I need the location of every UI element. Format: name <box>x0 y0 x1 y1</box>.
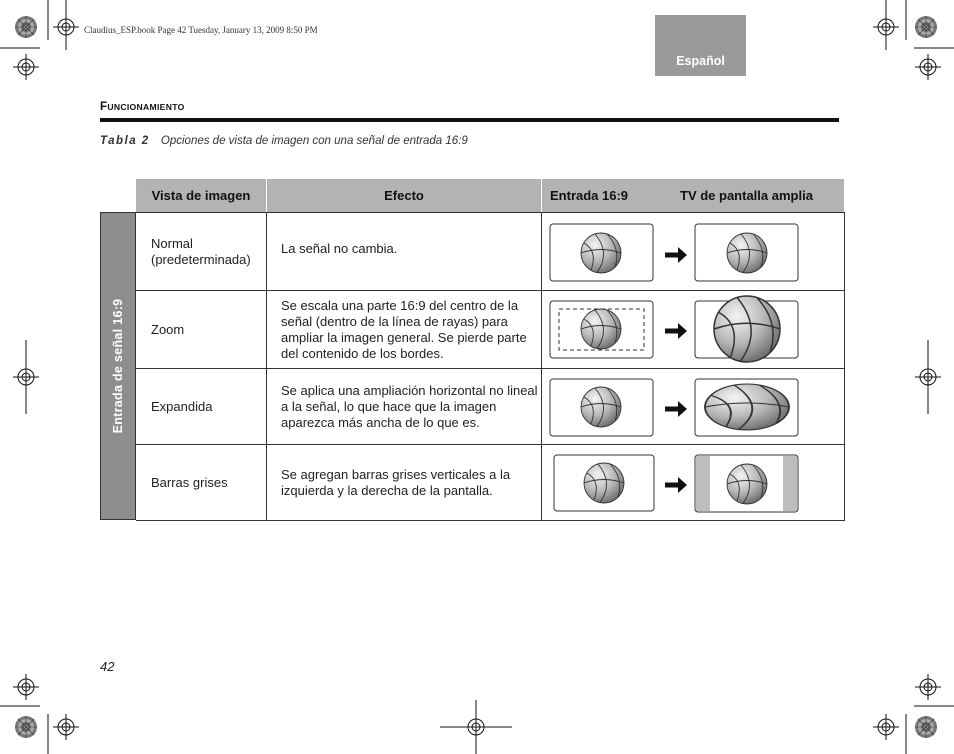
table-caption-text: Opciones de vista de imagen con una señal de entrada 16:9 <box>160 135 468 147</box>
diagram-expanded <box>550 379 798 436</box>
view-text: Normal (predeterminada) <box>151 235 251 267</box>
right-arrow-icon <box>665 323 687 339</box>
side-label-text: Entrada de señal 16:9 <box>111 298 125 434</box>
section-title-initial: F <box>100 101 108 113</box>
gray-bar-left <box>696 456 710 511</box>
header-input-label: Entrada 16:9 <box>550 188 629 203</box>
diagram-zoom <box>550 296 798 362</box>
effect-text: Se aplica una ampliación horizontal no lineal a la señal, lo que hace que la imagen aparezca más ancha de lo que es. <box>281 382 538 430</box>
header-effect-label: Efecto <box>384 188 424 203</box>
section-title-rest: UNCIONAMIENTO <box>107 102 185 112</box>
effect-text: Se agregan barras grises verticales a la izquierda y la derecha de la pantalla. <box>281 466 511 498</box>
diagram-normal <box>550 224 798 281</box>
right-arrow-icon <box>665 401 687 417</box>
basketball-icon <box>581 387 621 427</box>
language-tab-label: Español <box>676 54 725 68</box>
basketball-icon <box>727 233 767 273</box>
gray-bar-right <box>783 456 797 511</box>
header-view-label: Vista de imagen <box>151 188 251 203</box>
view-text: Zoom <box>151 321 185 337</box>
diagram-gray-bars <box>554 455 798 512</box>
right-arrow-icon <box>665 247 687 263</box>
table-caption-label: Tabla 2 <box>100 135 150 147</box>
basketball-icon <box>727 464 767 504</box>
effect-text: La señal no cambia. <box>281 241 398 256</box>
view-text: Expandida <box>151 398 213 414</box>
right-arrow-icon <box>665 477 687 493</box>
basketball-icon <box>581 233 621 273</box>
effect-text: Se escala una parte 16:9 del centro de la señal (dentro de la línea de rayas) para ampliar la imagen general. Se pierde parte del contenido de los bordes. <box>281 297 527 361</box>
page-number: 42 <box>100 659 115 674</box>
basketball-icon <box>714 296 780 362</box>
basketball-icon <box>584 463 624 503</box>
print-header: Claudius_ESP.book Page 42 Tuesday, January 13, 2009 8:50 PM <box>84 25 318 35</box>
basketball-icon <box>581 309 621 349</box>
header-tv-label: TV de pantalla amplia <box>680 188 813 203</box>
basketball-icon <box>705 384 789 430</box>
view-text: Barras grises <box>151 474 228 490</box>
